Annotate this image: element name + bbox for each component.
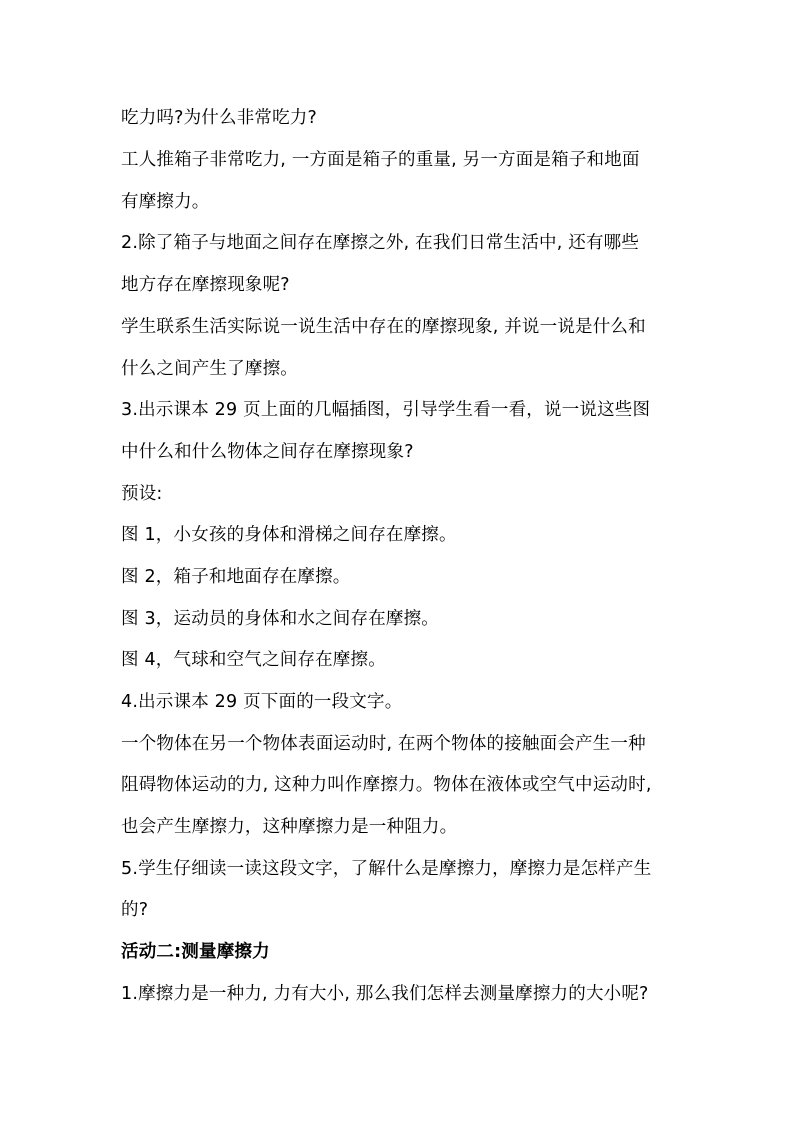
text-line: 图 2，箱子和地面存在摩擦。 (121, 567, 351, 587)
text-line: 学生联系生活实际说一说生活中存在的摩擦现象, 并说一说是什么和 (121, 317, 646, 337)
text-line: 图 1，小女孩的身体和滑梯之间存在摩擦。 (121, 525, 457, 545)
text-line: 1.摩擦力是一种力, 力有大小, 那么我们怎样去测量摩擦力的大小呢? (121, 984, 649, 1004)
section-heading: 活动二:测量摩擦力 (121, 942, 270, 962)
text-line: 中什么和什么物体之间存在摩擦现象? (121, 442, 414, 462)
text-line: 图 3，运动员的身体和水之间存在摩擦。 (121, 609, 439, 629)
text-line: 有摩擦力。 (121, 192, 210, 212)
text-line: 一个物体在另一个物体表面运动时, 在两个物体的接触面会产生一种 (121, 734, 646, 754)
text-line: 工人推箱子非常吃力, 一方面是箱子的重量, 另一方面是箱子和地面 (121, 150, 640, 170)
text-line: 也会产生摩擦力，这种摩擦力是一种阻力。 (121, 817, 458, 837)
text-line: 阻碍物体运动的力, 这种力叫作摩擦力。物体在液体或空气中运动时, (121, 775, 652, 795)
text-line: 5.学生仔细读一读这段文字，了解什么是摩擦力，摩擦力是怎样产生 (121, 859, 652, 879)
text-line: 图 4，气球和空气之间存在摩擦。 (121, 650, 386, 670)
text-line: 的? (121, 900, 149, 920)
text-line: 什么之间产生了摩擦。 (121, 359, 298, 379)
text-line: 4.出示课本 29 页下面的一段文字。 (121, 692, 403, 712)
text-line: 3.出示课本 29 页上面的几幅插图，引导学生看一看，说一说这些图 (121, 400, 651, 420)
text-line: 吃力吗?为什么非常吃力? (121, 108, 317, 128)
text-line: 预设: (121, 484, 163, 504)
text-line: 地方存在摩擦现象呢? (121, 275, 290, 295)
text-line: 2.除了箱子与地面之间存在摩擦之外, 在我们日常生活中, 还有哪些 (121, 233, 640, 253)
